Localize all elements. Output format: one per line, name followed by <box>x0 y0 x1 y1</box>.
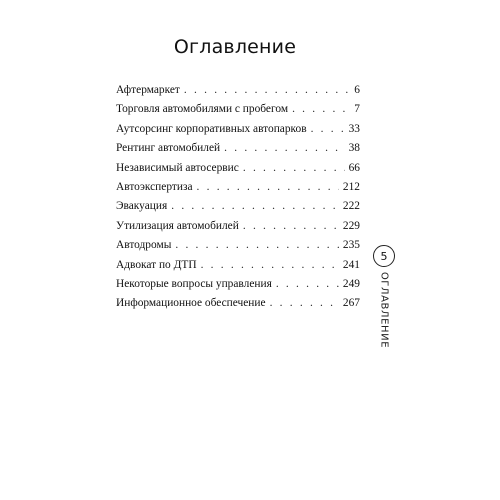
toc-entry[interactable] <box>116 100 360 119</box>
toc-entry-title: Торговля автомобилями с пробегом <box>116 103 289 116</box>
page-title: Оглавление <box>173 36 297 58</box>
dot-leader <box>243 159 345 178</box>
toc-entry-page: 235 <box>342 239 360 252</box>
toc-entry[interactable] <box>116 120 360 139</box>
toc-entry[interactable] <box>116 197 360 216</box>
dot-leader <box>184 81 350 100</box>
page-number-badge: 5 <box>373 245 395 267</box>
dot-leader <box>243 217 339 236</box>
toc-entry-title: Эвакуация <box>116 200 168 213</box>
toc-entry-title: Рентинг автомобилей <box>116 142 221 155</box>
toc-entry-title: Утилизация автомобилей <box>116 219 239 232</box>
toc-entry-title: Аутсорсинг корпоративных автопарков <box>116 122 307 135</box>
dot-leader <box>201 256 339 275</box>
dot-leader <box>311 120 345 139</box>
table-of-contents <box>116 81 360 314</box>
toc-entry-page: 38 <box>348 142 360 155</box>
dot-leader <box>197 178 339 197</box>
toc-entry-page: 229 <box>342 219 360 232</box>
toc-entry[interactable] <box>116 217 360 236</box>
toc-entry-title: Адвокат по ДТП <box>116 258 197 271</box>
toc-entry-page: 241 <box>342 258 360 271</box>
dot-leader <box>224 139 344 158</box>
toc-entry-page: 33 <box>348 122 360 135</box>
toc-entry[interactable] <box>116 159 360 178</box>
toc-entry-page: 249 <box>342 277 360 290</box>
toc-entry-title: Автоэкспертиза <box>116 180 193 193</box>
dot-leader <box>276 275 339 294</box>
toc-entry-page: 222 <box>342 200 360 213</box>
toc-entry[interactable] <box>116 139 360 158</box>
dot-leader <box>270 294 339 313</box>
toc-entry[interactable] <box>116 275 360 294</box>
toc-entry-page: 212 <box>342 180 360 193</box>
dot-leader <box>171 197 339 216</box>
toc-entry[interactable] <box>116 294 360 313</box>
toc-entry-page: 6 <box>354 84 360 96</box>
toc-entry-title: Афтермаркет <box>116 84 180 96</box>
toc-entry[interactable] <box>116 178 360 197</box>
toc-entry-page: 66 <box>348 161 360 174</box>
toc-entry-title: Независимый автосервис <box>116 161 239 174</box>
toc-entry-page: 267 <box>342 297 360 310</box>
toc-entry[interactable] <box>116 236 360 255</box>
toc-entry[interactable] <box>116 81 360 100</box>
toc-entry-page: 7 <box>354 103 360 116</box>
dot-leader <box>175 236 339 255</box>
running-head-vertical: ОГЛАВЛЕНИЕ <box>378 271 390 349</box>
dot-leader <box>292 100 350 119</box>
toc-entry[interactable] <box>116 256 360 275</box>
toc-entry-title: Автодромы <box>116 239 172 252</box>
toc-entry-title: Некоторые вопросы управления <box>116 277 272 290</box>
toc-entry-title: Информационное обеспечение <box>116 297 266 310</box>
